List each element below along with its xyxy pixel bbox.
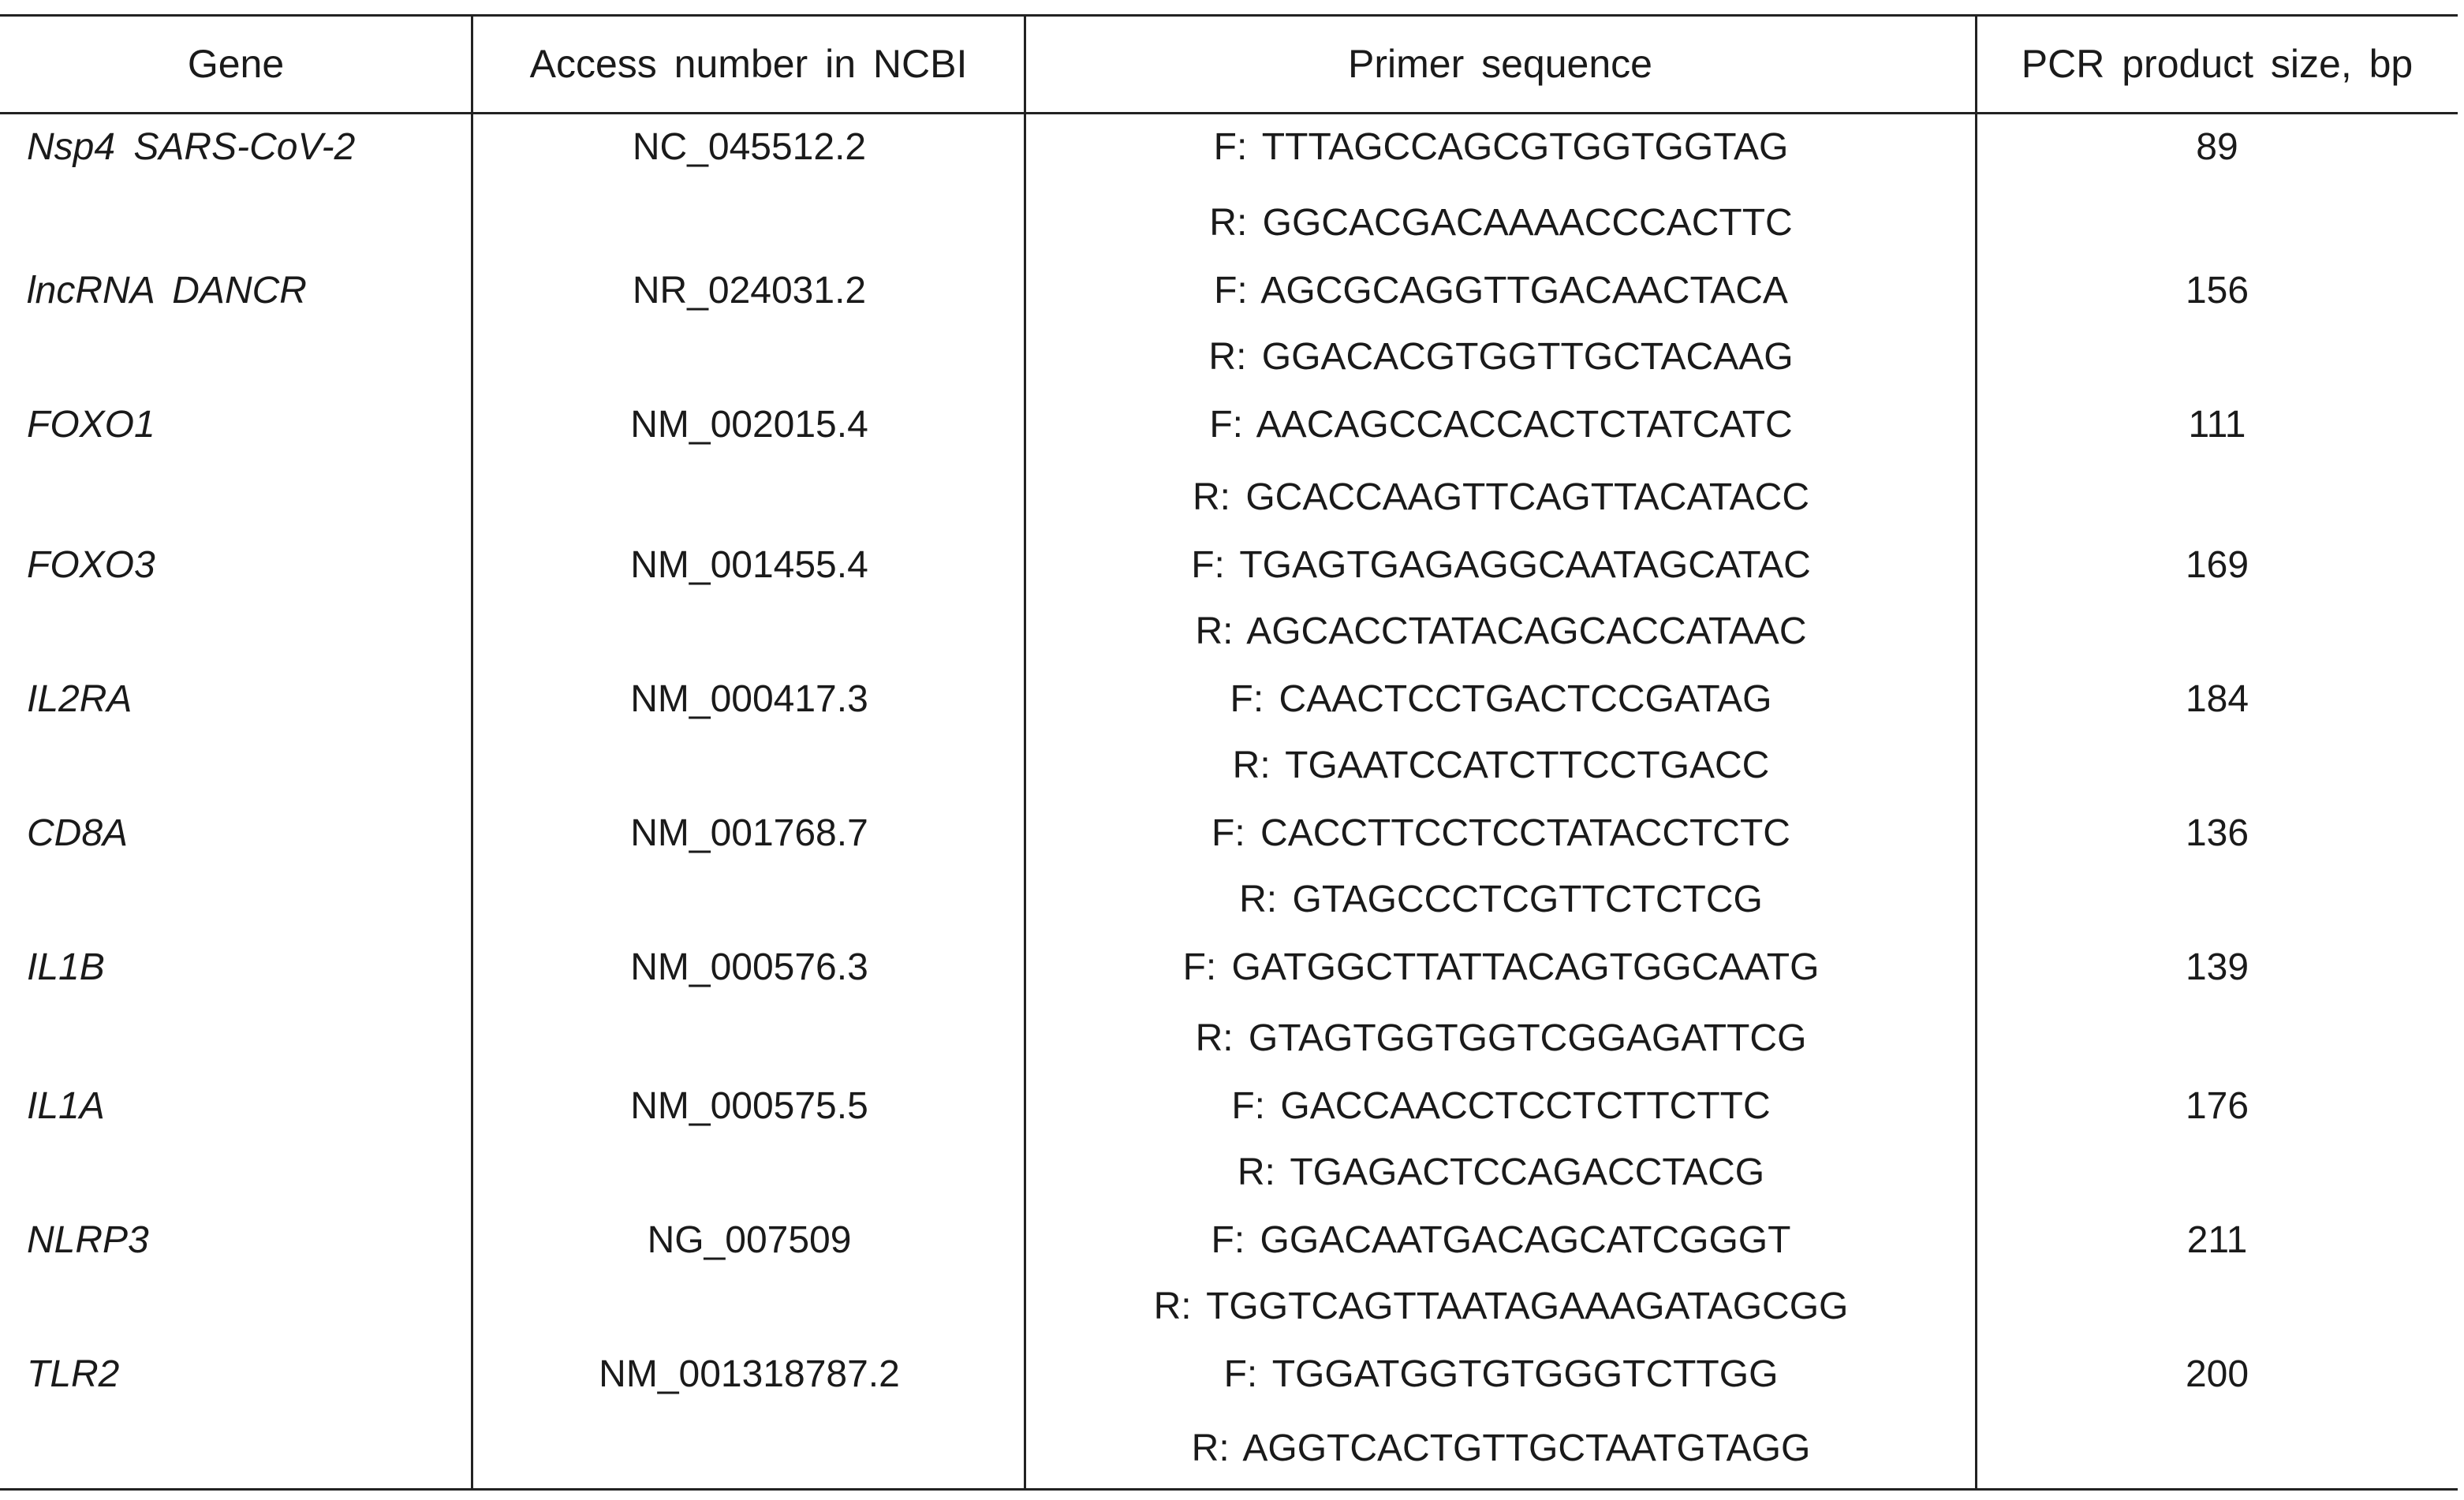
- forward-primer: F: CAACTCCTGACTCCGATAG: [1230, 677, 1772, 720]
- header-gene: Gene: [187, 42, 285, 86]
- gene-name: Nsp4 SARS-CoV-2: [27, 125, 356, 168]
- product-size: 156: [2185, 269, 2249, 312]
- product-size: 136: [2185, 812, 2249, 854]
- gene-name: CD8A: [27, 812, 129, 854]
- table-bottom-rule: [0, 1488, 2458, 1491]
- reverse-primer: R: GTAGTGGTGGTCGGAGATTCG: [1195, 1017, 1807, 1059]
- product-size: 139: [2185, 946, 2249, 988]
- forward-primer: F: AACAGCCACCACTCTATCATC: [1209, 403, 1793, 446]
- reverse-primer: R: GGACACGTGGTTGCTACAAG: [1208, 335, 1794, 378]
- product-size: 211: [2186, 1218, 2248, 1261]
- forward-primer: F: GACCAACCTCCTCTTCTTC: [1231, 1084, 1771, 1127]
- reverse-primer: R: GTAGCCCTCGTTCTCTCG: [1239, 878, 1763, 920]
- access-number: NM_001318787.2: [599, 1353, 900, 1395]
- gene-name: TLR2: [27, 1353, 120, 1395]
- header-product-size: PCR product size, bp: [2021, 42, 2414, 86]
- reverse-primer: R: TGGTCAGTTAATAGAAAGATAGCGG: [1153, 1285, 1849, 1327]
- product-size: 184: [2185, 677, 2249, 720]
- product-size: 200: [2185, 1353, 2249, 1395]
- reverse-primer: R: GGCACGACAAAACCCACTTC: [1209, 201, 1793, 244]
- header-access-number: Access number in NCBI: [529, 42, 968, 86]
- product-size: 169: [2185, 543, 2249, 586]
- access-number: NM_000576.3: [630, 946, 868, 988]
- gene-name: IL2RA: [27, 677, 133, 720]
- reverse-primer: R: AGGTCACTGTTGCTAATGTAGG: [1191, 1427, 1811, 1469]
- forward-primer: F: TGGATGGTGTGGGTCTTGG: [1223, 1353, 1779, 1395]
- product-size: 89: [2196, 125, 2238, 168]
- header-primer-sequence: Primer sequence: [1348, 42, 1652, 86]
- access-number: NM_000417.3: [630, 677, 868, 720]
- table-header-rule: [0, 112, 2458, 114]
- gene-name: IL1A: [27, 1084, 105, 1127]
- forward-primer: F: TGAGTGAGAGGCAATAGCATAC: [1191, 543, 1811, 586]
- forward-primer: F: AGCGCAGGTTGACAACTACA: [1214, 269, 1788, 312]
- gene-name: lncRNA DANCR: [27, 269, 307, 312]
- access-number: NM_001455.4: [630, 543, 868, 586]
- forward-primer: F: GATGGCTTATTACAGTGGCAATG: [1182, 946, 1820, 988]
- access-number: NC_045512.2: [632, 125, 867, 168]
- forward-primer: F: TTTAGCCAGCGTGGTGGTAG: [1213, 125, 1789, 168]
- gene-name: IL1B: [27, 946, 105, 988]
- access-number: NM_002015.4: [630, 403, 868, 446]
- reverse-primer: R: TGAATCCATCTTCCTGACC: [1232, 744, 1770, 786]
- reverse-primer: R: TGAGACTCCAGACCTACG: [1237, 1151, 1765, 1193]
- reverse-primer: R: GCACCAAGTTCAGTTACATACC: [1192, 476, 1809, 518]
- gene-name: FOXO1: [27, 403, 155, 446]
- forward-primer: F: CACCTTCCTCCTATACCTCTC: [1211, 812, 1790, 854]
- gene-name: FOXO3: [27, 543, 155, 586]
- access-number: NM_001768.7: [630, 812, 868, 854]
- access-number: NR_024031.2: [632, 269, 867, 312]
- product-size: 111: [2188, 403, 2246, 446]
- access-number: NM_000575.5: [630, 1084, 868, 1127]
- forward-primer: F: GGACAATGACAGCATCGGGT: [1211, 1218, 1791, 1261]
- access-number: NG_007509: [647, 1218, 852, 1261]
- gene-name: NLRP3: [27, 1218, 149, 1261]
- product-size: 176: [2185, 1084, 2249, 1127]
- reverse-primer: R: AGCACCTATACAGCACCATAAC: [1195, 610, 1807, 652]
